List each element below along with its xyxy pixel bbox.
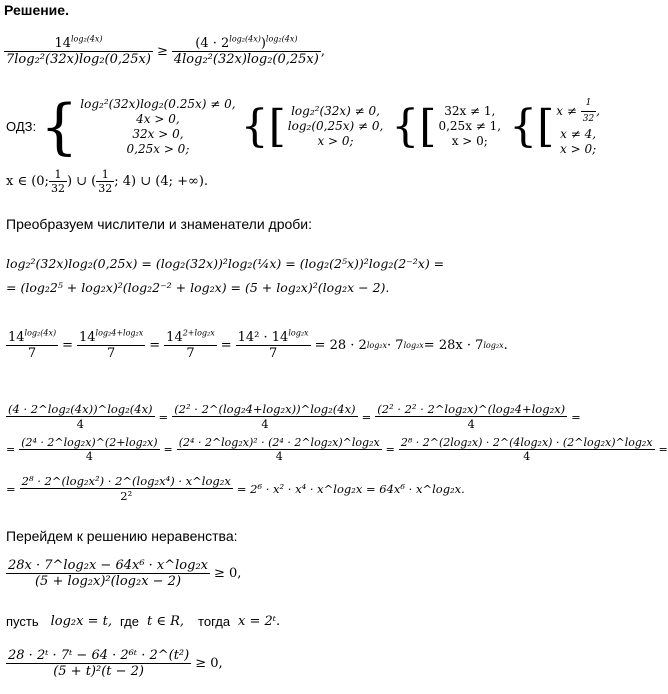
domain-result: x ∈ (0; $\frac{1}{32}$ ) ∪ ( $\frac{1}{32}$ ; 4) ∪ (4; +∞).	[6, 168, 209, 195]
inequality-3: $\frac{\text{28 · 2ᵗ · 7ᵗ − 64 · 2⁶ᵗ · 2\textasciicircum{}(t²)}}{\text{(5 + t)²(t − 2)}}$ ≥ 0,	[8, 648, 223, 679]
numerator-chain-2-row-3: = $\frac{\text{2⁸ · 2\textasciicircum{}(log₂x²) · 2\textasciicircum{}(log₂x⁴) · x\textasciicircum{}log₂x}}{\text{2²}}$ = 2⁶ · x² · x⁴ · x^log₂x = 64x⁶ · x^log₂x.	[6, 474, 465, 503]
odz-system-4: x ≠ $\frac{1}{32}$ , x ≠ 4, x > 0;	[556, 98, 600, 156]
solve-title: Перейдем к решению неравенства:	[6, 528, 238, 544]
lhs-fraction: $\frac{14^{log_2(4x)}}{\text{7log₂²(32x)log₂(0,25x)}}$	[6, 34, 151, 67]
odz-label: ОДЗ:	[6, 119, 37, 134]
odz-system-2: log₂²(32x) ≠ 0, log₂(0,25x) ≠ 0, x > 0;	[287, 104, 384, 148]
odz-system-1: log₂²(32x)log₂(0.25x) ≠ 0, 4x > 0, 32x > 0, 0,25x > 0;	[80, 96, 236, 156]
numerator-chain-2-row-2: = $\frac{\text{(2⁴ · 2\textasciicircum{}log₂x)\textasciicircum{}(2+log₂x)}}{4}$ = $\frac{\text{(2⁴ · 2\textasciicircum{}log₂x)² · (2⁴ · 2\textasciicircum{}log₂x)\textasciicircum{}log₂x}}{4}$ = $\frac{\text{2⁸ · 2\textasciicircum{}(2log₂x) · 2\textasciicircum{}(4log₂x) · (2\textasciicircum{}log₂x)\textasciicircum{}log₂x}}{4}$ =	[6, 436, 668, 463]
odz-block	[6, 91, 600, 162]
system-brace: {[	[509, 100, 555, 152]
system-brace: {	[40, 91, 79, 162]
system-brace: {[	[391, 100, 437, 152]
odz-system-3: 32x ≠ 1, 0,25x ≠ 1, x > 0;	[438, 104, 502, 148]
numerator-chain-2-row-1: $\frac{\text{(4 · 2\textasciicircum{}log₂(4x))\textasciicircum{}log₂(4x)}}{4}$ = $\frac{\text{(2² · 2\textasciicircum{}(log₂4+log₂x))\textasciicircum{}log₂(4x)}}{4}$ = $\frac{\text{(2² · 2² · 2\textasciicircum{}log₂x)\textasciicircum{}(log₂4+log₂x)}}{4}$ =	[8, 402, 581, 431]
main-inequality: $\frac{14^{log_2(4x)}}{\text{7log₂²(32x)log₂(0,25x)}}$ ≥ $\frac{(4 \cdot 2^{log_2(4x)})^{log_2(4x)}}{\text{4log₂²(32x)log₂(0,25x)}}$ ,	[6, 34, 325, 67]
system-brace: {[	[240, 100, 286, 152]
transform-line-1: log₂²(32x)log₂(0,25x) = (log₂(32x))²log₂(¼x) = (log₂(2⁵x))²log₂(2⁻²x) =	[6, 256, 445, 271]
substitution-line: пусть log₂x = t, где t ∈ R, тогда x = 2ᵗ.	[6, 614, 281, 629]
solution-heading: Решение.	[4, 2, 69, 18]
numerator-chain-1: $\frac{14^{log_2(4x)}}{7}$ = $\frac{14^{log_24+log_2x}}{7}$ = $\frac{14^{2+log_2x}}{7}$ = $\frac{14^2 \cdot 14^{log_2x}}{7}$ = 28 · 2 log₂x · 7 log₂x = 28x · 7 log₂x .	[8, 328, 508, 361]
rhs-fraction: $\frac{(4 \cdot 2^{log_2(4x)})^{log_2(4x)}}{\text{4log₂²(32x)log₂(0,25x)}}$	[173, 34, 319, 67]
transform-line-2: = (log₂2⁵ + log₂x)²(log₂2⁻² + log₂x) = (5 + log₂x)²(log₂x − 2).	[6, 280, 390, 295]
transform-title: Преобразуем числители и знаменатели дроби:	[6, 216, 313, 232]
inequality-2: $\frac{\text{28x · 7\textasciicircum{}log₂x − 64x⁶ · x\textasciicircum{}log₂x}}{\text{(5 + log₂x)²(log₂x − 2)}}$ ≥ 0,	[8, 558, 242, 589]
